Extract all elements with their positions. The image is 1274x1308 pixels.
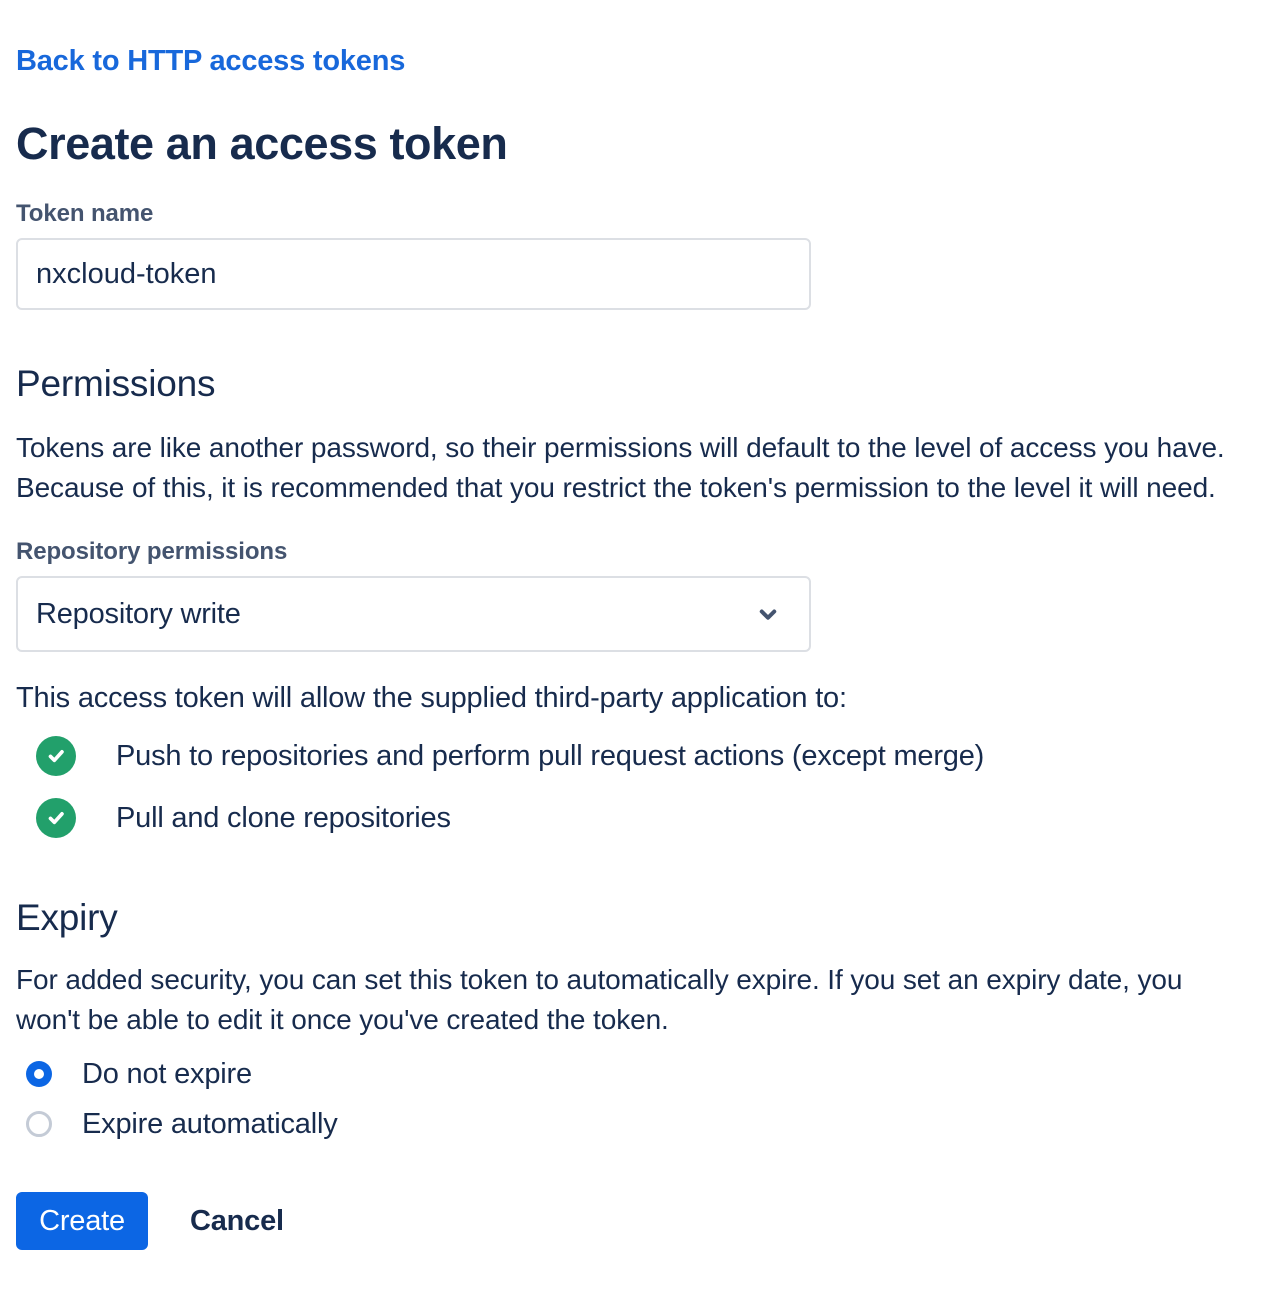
expiry-radio-group	[16, 1054, 1258, 1144]
radio-option-label: Expire automatically	[82, 1107, 338, 1140]
permissions-heading: Permissions	[16, 363, 216, 404]
expiry-heading: Expiry	[16, 897, 118, 938]
token-name-label: Token name	[16, 200, 154, 227]
capability-item	[16, 734, 1258, 778]
token-name-input[interactable]	[16, 238, 811, 310]
back-to-http-access-tokens-link[interactable]: Back to HTTP access tokens	[16, 45, 406, 77]
capabilities-list	[16, 734, 1258, 840]
check-circle-icon	[36, 736, 76, 776]
page-title: Create an access token	[16, 118, 508, 169]
radio-button-icon[interactable]	[26, 1111, 52, 1137]
radio-option-do-not-expire[interactable]	[16, 1054, 1258, 1094]
create-button[interactable]: Create	[16, 1192, 148, 1250]
check-circle-icon	[36, 798, 76, 838]
chevron-down-icon	[753, 599, 783, 629]
capability-item	[16, 796, 1258, 840]
repository-permissions-label: Repository permissions	[16, 538, 288, 565]
radio-button-icon[interactable]	[26, 1061, 52, 1087]
cancel-button[interactable]: Cancel	[190, 1204, 284, 1237]
capability-text: Pull and clone repositories	[116, 801, 451, 834]
repository-permissions-selected-value: Repository write	[36, 597, 241, 630]
footer-actions	[16, 1192, 1258, 1250]
expiry-description: For added security, you can set this token to automatically expire. If you set an expiry date, you won't be able to edit it once you've created the token.	[16, 964, 1183, 1035]
repository-permissions-select[interactable]	[16, 576, 811, 652]
allow-intro-text: This access token will allow the supplied third-party application to:	[16, 682, 847, 714]
permissions-description: Tokens are like another password, so their permissions will default to the level of access you have. Because of this, it is recommended that you restrict the token's permission to the level it will need.	[16, 432, 1225, 503]
radio-option-label: Do not expire	[82, 1057, 252, 1090]
capability-text: Push to repositories and perform pull request actions (except merge)	[116, 739, 985, 772]
radio-option-expire-automatically[interactable]	[16, 1104, 1258, 1144]
